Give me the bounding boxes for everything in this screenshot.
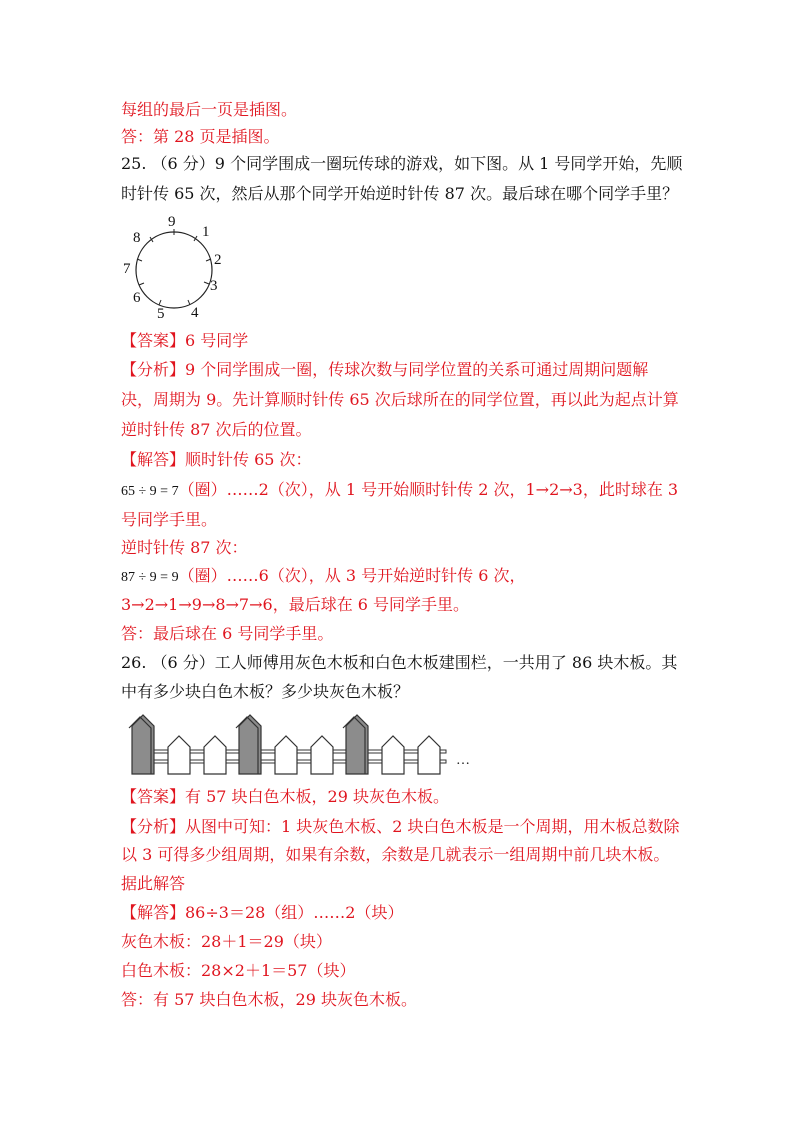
circle-number-5: 5 xyxy=(157,306,165,320)
prev-text-line: 每组的最后一页是插图。 xyxy=(121,100,298,119)
fence-ellipsis: … xyxy=(456,753,470,768)
q25-calc2-text: （圈）……6（次），从 3 号开始逆时针传 6 次， xyxy=(178,566,526,585)
q25-stem-line1: 25. （6 分）9 个同学围成一圈玩传球的游戏，如下图。从 1 号同学开始，先顺 xyxy=(121,154,683,173)
q25-calc2 xyxy=(121,565,525,589)
q25-solution-head: 【解答】顺时针传 65 次： xyxy=(121,450,312,469)
q25-calc2-math: 87 ÷ 9 = 9 xyxy=(121,570,179,585)
circle-number-1: 1 xyxy=(202,224,210,240)
circle-number-6: 6 xyxy=(133,290,141,306)
q26-gray-calc: 灰色木板：28＋1＝29（块） xyxy=(121,932,332,951)
q25-calc1 xyxy=(121,479,678,503)
white-board xyxy=(204,736,226,774)
q26-stem-line2: 中有多少块白色木板？多少块灰色木板？ xyxy=(121,682,410,701)
q25-analysis-line1: 【分析】9 个同学围成一圈，传球次数与同学位置的关系可通过周期问题解 xyxy=(121,360,649,379)
circle-diagram xyxy=(118,210,238,320)
q25-stem-line2: 时针传 65 次，然后从那个同学开始逆时针传 87 次。最后球在哪个同学手里？ xyxy=(121,184,679,203)
q26-analysis-line2: 以 3 可得多少组周期，如果有余数，余数是几就表示一组周期中前几块木板。 xyxy=(121,845,670,864)
q26-answer: 【答案】有 57 块白色木板，29 块灰色木板。 xyxy=(121,787,449,806)
white-board xyxy=(418,736,440,774)
q26-stem-line1: 26. （6 分）工人师傅用灰色木板和白色木板建围栏，一共用了 86 块木板。其 xyxy=(121,653,678,672)
white-board xyxy=(275,736,297,774)
q25-calc1-cont: 号同学手里。 xyxy=(121,510,218,529)
q26-analysis-line3: 据此解答 xyxy=(121,874,186,893)
circle-number-7: 7 xyxy=(123,261,131,277)
circle-number-2: 2 xyxy=(214,252,222,268)
q26-white-calc: 白色木板：28×2＋1＝57（块） xyxy=(121,961,356,980)
circle-number-3: 3 xyxy=(210,278,218,294)
q25-analysis-line2: 决，周期为 9。先计算顺时针传 65 次后球所在的同学位置，再以此为起点计算 xyxy=(121,390,679,409)
q25-calc1-text: （圈）……2（次），从 1 号开始顺时针传 2 次，1→2→3，此时球在 3 xyxy=(178,480,679,499)
q25-answer: 【答案】6 号同学 xyxy=(121,331,249,350)
prev-answer: 答：第 28 页是插图。 xyxy=(121,127,280,146)
q26-final-answer: 答：有 57 块白色木板，29 块灰色木板。 xyxy=(121,990,417,1009)
q26-solution: 【解答】86÷3＝28（组）……2（块） xyxy=(121,903,404,922)
q25-calc1-math: 65 ÷ 9 = 7 xyxy=(121,484,179,499)
q25-final-answer: 答：最后球在 6 号同学手里。 xyxy=(121,624,334,643)
circle-number-9: 9 xyxy=(168,214,176,230)
white-board xyxy=(311,736,333,774)
fence-diagram xyxy=(126,712,486,778)
circle-number-8: 8 xyxy=(133,230,141,246)
circle-number-4: 4 xyxy=(191,305,199,320)
q26-analysis-line1: 【分析】从图中可知：1 块灰色木板、2 块白色木板是一个周期，用木板总数除 xyxy=(121,817,680,836)
white-board xyxy=(168,736,190,774)
q25-analysis-line3: 逆时针传 87 次后的位置。 xyxy=(121,420,312,439)
white-board xyxy=(382,736,404,774)
q25-calc2-cont: 3→2→1→9→8→7→6，最后球在 6 号同学手里。 xyxy=(121,595,470,614)
q25-ccw-head: 逆时针传 87 次： xyxy=(121,538,248,557)
